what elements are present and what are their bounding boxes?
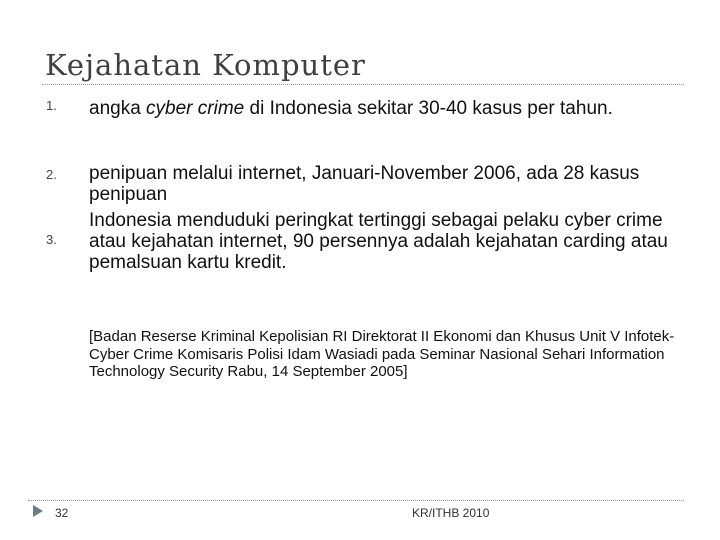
list-item-number: 3.: [46, 232, 57, 247]
list-item-text: [89, 98, 689, 119]
title-divider: [42, 84, 684, 85]
list-item-number: 2.: [46, 167, 57, 182]
list-item-text: penipuan melalui internet, Januari-November 2006, ada 28 kasus penipuan: [89, 163, 640, 205]
triangle-right-icon: [33, 505, 43, 517]
slide-title: Kejahatan Komputer: [45, 48, 366, 82]
footer-label: KR/ITHB 2010: [412, 506, 490, 520]
list-item-number: 1.: [46, 98, 57, 113]
page-number: 32: [55, 506, 69, 520]
list-item-text: Indonesia menduduki peringkat tertinggi sebagai pelaku cyber crime atau kejahatan internet, 90 persennya adalah kejahatan carding atau pemalsuan kartu kredit.: [89, 210, 668, 273]
italic-term: cyber crime: [146, 98, 245, 119]
footer-divider: [28, 500, 684, 501]
source-citation: [Badan Reserse Kriminal Kepolisian RI Direktorat II Ekonomi dan Khusus Unit V Infotek-Cyber Crime Komisaris Polisi Idam Wasiadi pada Seminar Nasional Sehari Information Technology Security Rabu, 14 September 2005]: [89, 328, 675, 380]
text-segment: angka: [89, 98, 147, 119]
text-segment: di Indonesia sekitar 30-40 kasus per tahun.: [244, 98, 613, 119]
